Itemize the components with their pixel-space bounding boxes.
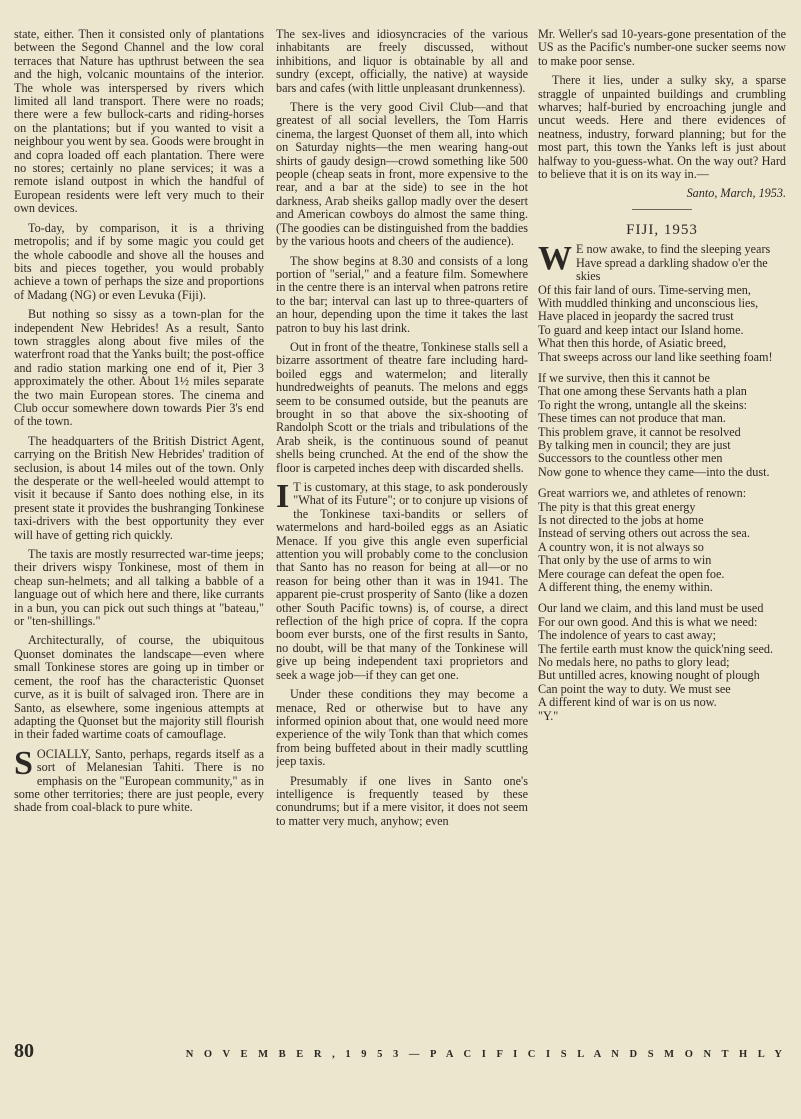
poem-line: This problem grave, it cannot be resolved bbox=[538, 424, 741, 439]
poem-line: But untilled acres, knowing nought of plough bbox=[538, 668, 760, 683]
poem-line: The pity is that this great energy bbox=[538, 499, 696, 514]
section-divider bbox=[632, 209, 692, 210]
poem-line: The indolence of years to cast away; bbox=[538, 628, 716, 643]
poem-title: FIJI, 1953 bbox=[626, 221, 698, 238]
poem-line: Have placed in jeopardy the sacred trust bbox=[538, 309, 734, 324]
column-left bbox=[14, 28, 264, 1028]
paragraph: The taxis are mostly resurrected war-time jeeps; their drivers wispy Tonkinese, most of them in cheap sun-helmets; and all talking a babble of a language out of which here and there, like currants in a bun, you can pick out such things at "bateau," or "ten-shillings." bbox=[14, 547, 264, 629]
poem-line: These times can not produce that man. bbox=[538, 411, 726, 426]
paragraph: But nothing so sissy as a town-plan for the independent New Hebrides! As a result, Santo town straggles along about five miles of the waterfront road that the Yanks built; the post-office and radio station marking one end of it, Pier 3 approximately the other. About 1½ miles separate the two main European stores. The cinema and Club occur somewhere down towards Pier 3's end of the town. bbox=[14, 307, 264, 429]
paragraph-dropcap bbox=[14, 744, 264, 815]
poem-line: A country won, it is not always so bbox=[538, 539, 704, 554]
paragraph: Out in front of the theatre, Tonkinese stalls sell a bizarre assortment of theatre fare including hard-boiled eggs and watermelon; and literally hundredweights of peanuts. The melons and eggs seem to be consumed outside, but the peanuts are brought in so that above the six-shooting of Randolph Scott or the trials and tribulations of the Arab sheik, is the continuous sound of peanut shells being crunched. At the end of the show the floor is carpeted inches deep with discarded shells. bbox=[276, 339, 528, 475]
paragraph: There it lies, under a sulky sky, a sparse straggle of unpainted buildings and crumbling wharves; half-buried by encroaching jungle and uncut weeds. Here and there evidences of neatness, industry, forward planning; but for the most part, this town the Yanks left is just about halfway to you-guess-what. On the way out? Hard to believe that it is on its way in.— bbox=[538, 73, 786, 182]
poem-line: With muddled thinking and unconscious lies, bbox=[538, 295, 759, 310]
drop-cap: S bbox=[14, 744, 33, 782]
poem-line: Successors to the countless other men bbox=[538, 451, 723, 466]
poem-line: Is not directed to the jobs at home bbox=[538, 513, 704, 527]
poem-line: To guard and keep intact our Island home. bbox=[538, 322, 744, 337]
poem-line: Mere courage can defeat the open foe. bbox=[538, 566, 725, 581]
column-right bbox=[538, 28, 786, 1028]
poem-line: That sweeps across our land like seething foam! bbox=[538, 349, 773, 364]
poem-line: To right the wrong, untangle all the skeins: bbox=[538, 397, 748, 412]
poem-line: By talking men in council; they are just bbox=[538, 437, 731, 452]
paragraph-text: T is customary, at this stage, to ask ponderously "What of its Future"; or to conjure up visions of the Tonkinese taxi-bandits or sellers of watermelons and hard-boiled eggs as an Asiatic Menace. If you give this angle even superficial attention you will probably come to the conclusion that Santo has no reason for being at all—or no reason for being other than it was in 1941. The apparent pie-crust prosperity of Santo (like a dozen other South Pacific towns) is, of course, a direct reflection of the high price of copra. If the copra boom ever bursts, one of the first results in Santo, no doubt, will be that many of the Tonkinese will give up being independent taxi proprietors and seek a wage job—if they can get one. bbox=[276, 480, 528, 682]
poem-line: Instead of serving others out across the sea. bbox=[538, 526, 750, 541]
paragraph: The sex-lives and idiosyncracies of the various inhabitants are freely discussed, without inhibitions, and liquor is obtainable by all and sundry (except, officially, the native) at wayside bars and cafes (with little unpleasant drunkenness). bbox=[276, 28, 528, 95]
poem-line: A different kind of war is on us now. bbox=[538, 695, 717, 710]
paragraph: To-day, by comparison, it is a thriving metropolis; and if by some magic you could get the whole caboodle and shove all the houses and bits and pieces together, you would probably achieve a town of perhaps the size and proportions of Madang (NG) or even Levuka (Fiji). bbox=[14, 220, 264, 302]
running-head: N O V E M B E R , 1 9 5 3 — P A C I F I C I S L A N D S M O N T H L Y bbox=[185, 1049, 786, 1060]
drop-cap: W bbox=[538, 240, 572, 278]
poem-line: E now awake, to find the sleeping years bbox=[576, 242, 771, 257]
poem-line: Have spread a darkling shadow o'er the skies bbox=[576, 255, 768, 284]
poem-line: That only by the use of arms to win bbox=[538, 553, 712, 568]
poem-signature: "Y." bbox=[538, 708, 559, 723]
poem-line: Great warriors we, and athletes of renown: bbox=[538, 486, 747, 501]
paragraph: Presumably if one lives in Santo one's intelligence is frequently teased by these conundrums; but if a mere visitor, it does not seem to matter very much, anyhow; even bbox=[276, 773, 528, 828]
poem-line: If we survive, then this it cannot be bbox=[538, 370, 710, 385]
paragraph: The headquarters of the British District Agent, carrying on the British New Hebrides' tradition of seclusion, is about 14 miles out of the town. Only the desperate or the well-heeled would attempt to visit it because if Santo does nothing else, in its present state it provides the bushranging Tonkinese taxi-drivers with the best opportunity they ever will have of getting rich quickly. bbox=[14, 433, 264, 542]
poem bbox=[538, 240, 786, 710]
paragraph: Mr. Weller's sad 10-years-gone presentation of the US as the Pacific's number-one sucker seems now to make poor sense. bbox=[538, 28, 786, 68]
poem-line: No medals here, no paths to glory lead; bbox=[538, 655, 730, 670]
paragraph: There is the very good Civil Club—and that greatest of all social levellers, the Tom Harris cinema, the largest Quonset of them all, into which on Saturday nights—the men wearing hang-out shirts of gaudy design—crowd something like 500 people (cheap seats in front, more expensive to the rear, and a bar at the side) to see in the hot darkness, Arab sheiks gallop madly over the desert and American cowboys do almost the same thing. (The goodies can be distinguished from the baddies by the various hoots and cheers of the audience). bbox=[276, 100, 528, 249]
page-number: 80 bbox=[14, 1040, 34, 1062]
poem-line: A different thing, the enemy within. bbox=[538, 580, 713, 595]
paragraph-dropcap bbox=[276, 478, 528, 682]
column-middle bbox=[276, 28, 528, 1028]
poem-line: The fertile earth must know the quick'ning seed. bbox=[538, 641, 774, 656]
poem-line: Our land we claim, and this land must be used bbox=[538, 601, 764, 616]
poem-line: For our own good. And this is what we need: bbox=[538, 614, 758, 629]
poem-line: That one among these Servants hath a plan bbox=[538, 384, 747, 399]
paragraph: Architecturally, of course, the ubiquitous Quonset dominates the landscape—even where small Tonkinese stores are going up in timber or cement, the roof has the characteristic Quonset curve, as it is built of salvaged iron. There are in Santo, as elsewhere, some ingenious attempts at adapting the Quonset but the majority still flourish in their faded wartime coats of camouflage. bbox=[14, 633, 264, 742]
poem-line: Can point the way to duty. We must see bbox=[538, 681, 731, 696]
dateline: Santo, March, 1953. bbox=[686, 186, 786, 201]
poem-line: Of this fair land of ours. Time-serving men, bbox=[538, 282, 751, 297]
poem-line: Now gone to whence they came—into the dust. bbox=[538, 464, 770, 479]
poem-line: What then this horde, of Asiatic breed, bbox=[538, 336, 727, 351]
paragraph-text: OCIALLY, Santo, perhaps, regards itself as a sort of Melanesian Tahiti. There is no emphasis on the "European community," as in some other territories; there are just people, every shade from coal-black to pure white. bbox=[14, 746, 264, 815]
paragraph: The show begins at 8.30 and consists of a long portion of "serial," and a feature film. Somewhere in the centre there is an interval when patrons retire to the bar; interval can last up to three-quarters of an hour, depending upon the time it takes the last patron to buy his last drink. bbox=[276, 253, 528, 335]
page-footer bbox=[14, 1040, 786, 1063]
drop-cap: I bbox=[276, 478, 290, 515]
paragraph: Under these conditions they may become a menace, Red or otherwise but to have any informed opinion about that, one would need more experience of the wily Tonk than that which comes from being buffeted about in their madly scuttling jeep taxis. bbox=[276, 687, 528, 769]
paragraph: state, either. Then it consisted only of plantations between the Segond Channel and the low coral terraces that Nature has upthrust between the sea and the high, volcanic mountains of the interior. The whole was interspersed by rivers which limited all land transport. There were no roads; there were a few bullock-carts and riding-horses on the plantations; but if you wanted to visit a neighbour you went by sea. Goods were brought in and copra loaded off each plantation. There were no stores; certainly no plane services; it was a remote island outpost in which the handful of European residents were left very much to their own devices. bbox=[14, 28, 264, 216]
